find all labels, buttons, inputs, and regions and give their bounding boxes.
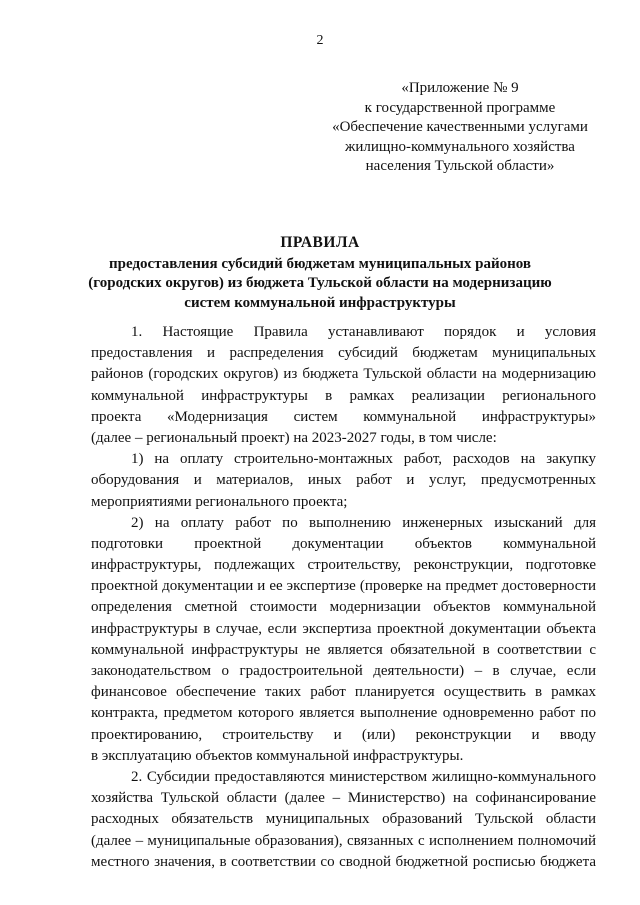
document-title-block <box>80 233 560 313</box>
body-line: 1. Настоящие Правила устанавливают порядок и условия <box>131 324 596 340</box>
body-line: 1) на оплату строительно-монтажных работ, расходов на закупку <box>131 451 596 468</box>
body-line: местного значения, в соответствии со сводной бюджетной росписью бюджета <box>91 853 596 870</box>
body-line: проектной документации и ее экспертизе (проверке на предмет достоверности <box>91 578 596 595</box>
body-line: районов (городских округов) из бюджета Тульской области на модернизацию <box>91 366 596 383</box>
body-line: финансовое обеспечение таких работ планируется осуществить в рамках <box>91 684 596 701</box>
document-title: ПРАВИЛА <box>280 234 360 251</box>
appendix-line: «Приложение № 9 <box>401 80 519 96</box>
body-line: хозяйства Тульской области (далее – Министерство) на софинансирование <box>91 790 596 807</box>
body-line: 2) на оплату работ по выполнению инженерных изысканий для <box>131 514 596 531</box>
body-line: проекта «Модернизация систем коммунальной инфраструктуры» <box>91 408 596 425</box>
document-body <box>91 322 596 873</box>
body-line: в эксплуатацию объектов коммунальной инфраструктуры. <box>91 747 464 764</box>
body-line: (далее – муниципальные образования), связанных с исполнением полномочий <box>91 832 596 849</box>
body-line: определения сметной стоимости модернизации объектов коммунальной <box>91 599 596 616</box>
body-line: инфраструктуры, подлежащих строительству, реконструкции, подготовке <box>91 557 596 574</box>
page-number: 2 <box>316 33 324 48</box>
body-line: (далее – региональный проект) на 2023-2027 годы, в том числе: <box>91 429 497 446</box>
document-subtitle-line: (городских округов) из бюджета Тульской области на модернизацию <box>88 275 552 291</box>
appendix-line: населения Тульской области» <box>365 158 555 174</box>
appendix-block <box>310 79 610 177</box>
body-line: коммунальной инфраструктуры не является обязательной в соответствии с <box>91 641 596 658</box>
body-line: предоставления и распределения субсидий бюджетам муниципальных <box>91 345 596 362</box>
body-line: 2. Субсидии предоставляются министерством жилищно-коммунального <box>131 768 596 785</box>
body-line: контракта, предметом которого является выполнение одновременно работ по <box>91 705 596 722</box>
appendix-line: «Обеспечение качественными услугами <box>332 119 588 135</box>
body-line: оборудования и материалов, иных работ и услуг, предусмотренных <box>91 472 596 489</box>
body-line: проектированию, строительству и (или) реконструкции и вводу <box>91 726 596 743</box>
body-line: расходных обязательств муниципальных образований Тульской области <box>91 811 596 828</box>
body-line: законодательством о градостроительной деятельности) – в случае, если <box>91 663 596 679</box>
body-line: инфраструктуры в случае, если экспертиза проектной документации объекта <box>91 620 596 637</box>
appendix-line: к государственной программе <box>364 99 556 116</box>
appendix-line: жилищно-коммунального хозяйства <box>345 138 575 155</box>
body-line: коммунальной инфраструктуры в рамках реализации регионального <box>91 387 596 404</box>
document-subtitle-line: систем коммунальной инфраструктуры <box>184 294 456 311</box>
document-subtitle-line: предоставления субсидий бюджетам муниципальных районов <box>109 255 531 272</box>
body-line: мероприятиями регионального проекта; <box>91 493 348 510</box>
body-line: подготовки проектной документации объектов коммунальной <box>91 535 596 552</box>
